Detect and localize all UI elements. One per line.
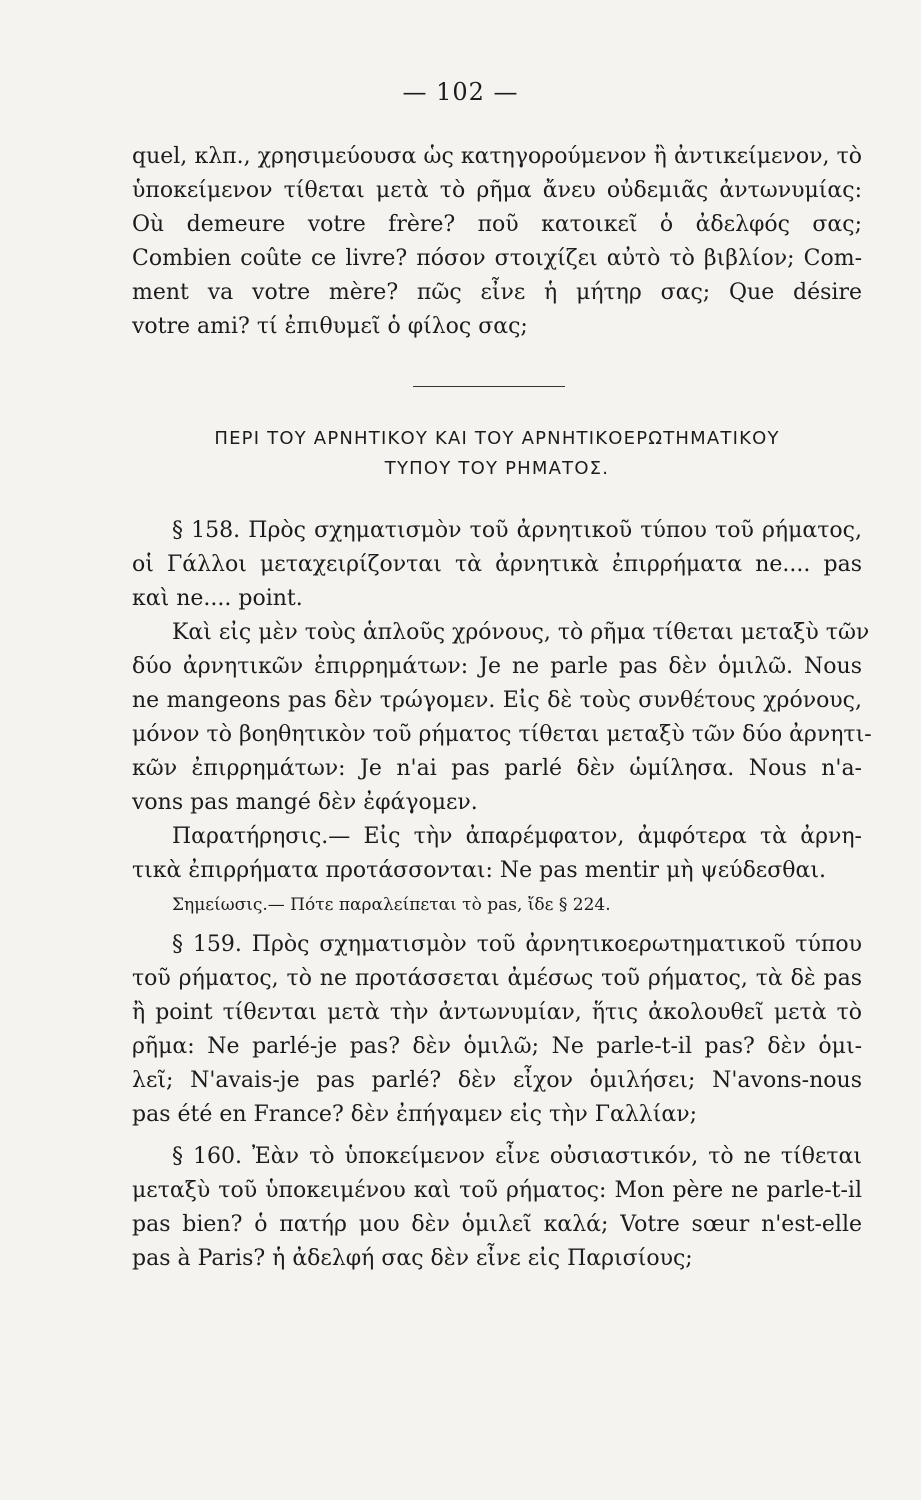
text-line: pas à Paris? ἡ ἀδελφή σας δὲν εἶνε εἰς Παρισίους; xyxy=(132,1246,693,1271)
text-line: § 160. Ἐὰν τὸ ὑποκείμενον εἶνε οὐσιαστικόν, τὸ ne τίθεται xyxy=(172,1144,862,1169)
section-heading xyxy=(132,424,862,484)
intro-paragraph xyxy=(132,140,862,344)
section-divider xyxy=(413,386,565,387)
remark-line: Παρατήρησις.— Εἰς τὴν ἀπαρέμφατον, ἀμφότερα τὰ ἀρνη- xyxy=(172,824,862,849)
text-line: votre ami? τί ἐπιθυμεῖ ὁ φίλος σας; xyxy=(132,314,528,339)
text-line: pas bien? ὁ πατήρ μου δὲν ὁμιλεῖ καλά; Votre sœur n'est-elle xyxy=(132,1212,862,1237)
text-line: δύο ἀρνητικῶν ἐπιρρημάτων: Je ne parle pas δὲν ὁμιλῶ. Nous xyxy=(132,654,862,679)
heading-line-2: ΤΥΠΟΥ ΤΟΥ ΡΗΜΑΤΟΣ. xyxy=(384,458,610,479)
text-line: οἱ Γάλλοι μεταχειρίζονται τὰ ἀρνητικὰ ἐπιρρήματα ne.... pas xyxy=(132,552,862,577)
section-159 xyxy=(132,928,862,1132)
text-line: pas été en France? δὲν ἐπήγαμεν εἰς τὴν Γαλλίαν; xyxy=(132,1102,697,1127)
text-line: ὑποκείμενον τίθεται μετὰ τὸ ρῆμα ἄνευ οὐδεμιᾶς ἀντωνυμίας: xyxy=(132,178,862,203)
text-line: Combien coûte ce livre? πόσον στοιχίζει αὐτὸ τὸ βιβλίον; Com- xyxy=(132,246,862,271)
text-line: ρῆμα: Ne parlé-je pas? δὲν ὁμιλῶ; Ne parle-t-il pas? δὲν ὁμι- xyxy=(132,1034,862,1059)
text-line: ne mangeons pas δὲν τρώγομεν. Εἰς δὲ τοὺς συνθέτους χρόνους, xyxy=(132,688,862,713)
note-line: Σημείωσις.— Πότε παραλείπεται τὸ pas, ἴδε § 224. xyxy=(172,895,611,915)
text-line: Καὶ εἰς μὲν τοὺς ἁπλοῦς χρόνους, τὸ ρῆμα τίθεται μεταξὺ τῶν xyxy=(172,620,870,645)
text-line: Où demeure votre frère? ποῦ κατοικεῖ ὁ ἀδελφός σας; xyxy=(132,212,862,237)
text-line: ἢ point τίθενται μετὰ τὴν ἀντωνυμίαν, ἥτις ἀκολουθεῖ μετὰ τὸ xyxy=(132,1000,862,1025)
text-line: καὶ ne.... point. xyxy=(132,586,303,611)
text-line: quel, κλπ., χρησιμεύουσα ὡς κατηγορούμενον ἢ ἀντικείμενον, τὸ xyxy=(132,144,862,169)
text-line: ment va votre mère? πῶς εἶνε ἡ μήτηρ σας; Que désire xyxy=(132,280,862,305)
text-line: § 158. Πρὸς σχηματισμὸν τοῦ ἀρνητικοῦ τύπου τοῦ ρήματος, xyxy=(172,518,862,543)
text-line: λεῖ; N'avais-je pas parlé? δὲν εἶχον ὁμιλήσει; N'avons-nous xyxy=(132,1068,862,1093)
text-line: § 159. Πρὸς σχηματισμὸν τοῦ ἀρνητικοερωτηματικοῦ τύπου xyxy=(172,932,862,957)
section-158 xyxy=(132,514,872,922)
heading-line-1: ΠΕΡΙ ΤΟΥ ΑΡΝΗΤΙΚΟΥ ΚΑΙ ΤΟΥ ΑΡΝΗΤΙΚΟΕΡΩΤΗΜΑΤΙΚΟΥ xyxy=(214,428,780,449)
section-160 xyxy=(132,1140,862,1276)
text-line: μόνον τὸ βοηθητικὸν τοῦ ρήματος τίθεται μεταξὺ τῶν δύο ἀρνητι- xyxy=(132,722,872,747)
text-line: μεταξὺ τοῦ ὑποκειμένου καὶ τοῦ ρήματος: Mon père ne parle-t-il xyxy=(132,1178,862,1203)
page-number: — 102 — xyxy=(402,78,519,106)
text-line: κῶν ἐπιρρημάτων: Je n'ai pas parlé δὲν ὡμίλησα. Nous n'a- xyxy=(132,756,862,781)
text-line: τοῦ ρήματος, τὸ ne προτάσσεται ἀμέσως τοῦ ρήματος, τὰ δὲ pas xyxy=(132,966,862,991)
text-line: τικὰ ἐπιρρήματα προτάσσονται: Ne pas mentir μὴ ψεύδεσθαι. xyxy=(132,858,826,883)
text-line: vons pas mangé δὲν ἐφάγομεν. xyxy=(132,790,478,815)
